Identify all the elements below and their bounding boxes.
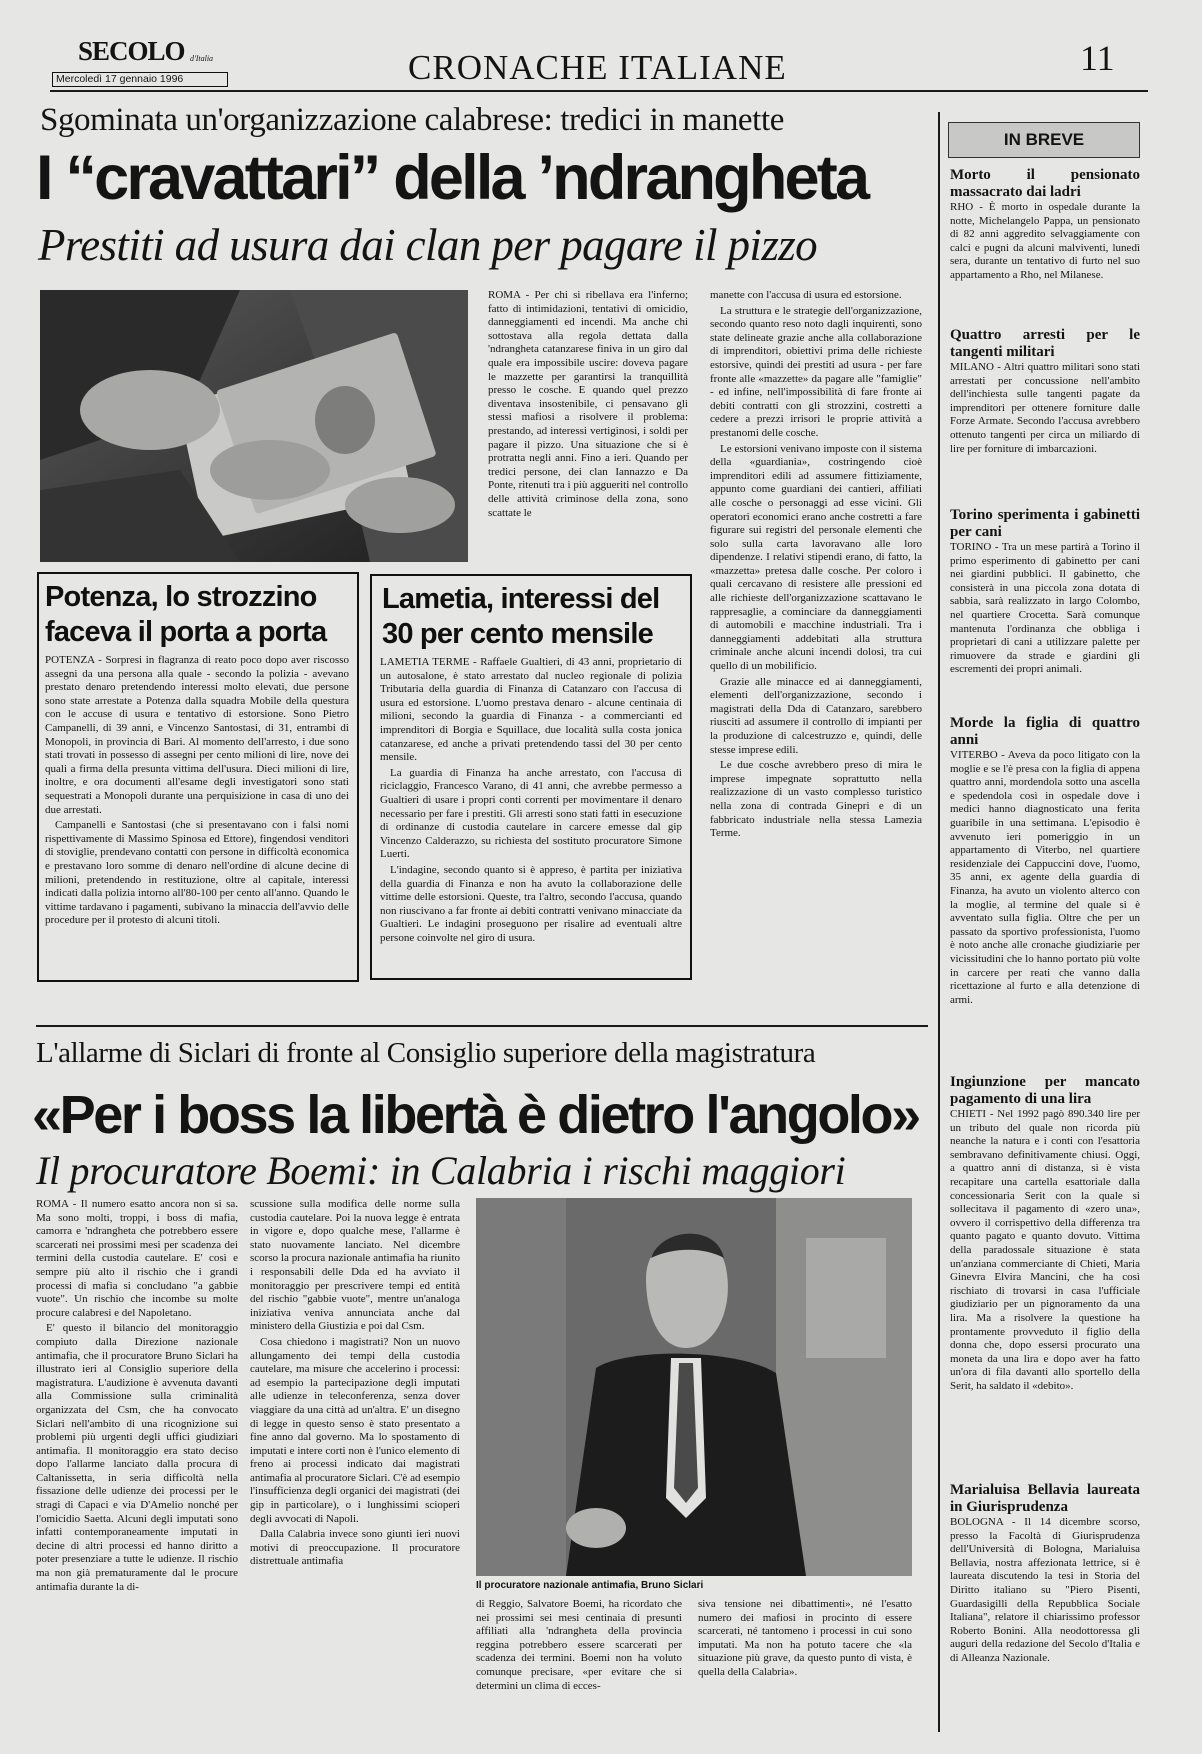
second-paragraph: ROMA - Il numero esatto ancora non si sa. Ma sono molti, troppi, i boss di mafia, camorra e 'ndrangheta che potrebbero essere scarcerati nei prossimi mesi per scadenza dei termini della custodia cautelare. E' così e sempre più alto il rischio che i grandi processi di mafia si concludano "a gabbie vuote". Un rischio che incombe su molte procure calabresi e del Napoletano. — [36, 1198, 238, 1319]
brief-headline: Torino sperimenta i gabinetti per cani — [950, 507, 1140, 540]
brief-headline: Morde la figlia di quattro anni — [950, 715, 1140, 748]
lametia-box — [370, 574, 692, 980]
in-breve-title: IN BREVE — [948, 122, 1140, 158]
logo: SECOLO — [78, 36, 185, 66]
main-paragraph: manette con l'accusa di usura ed estorsione. — [710, 289, 902, 301]
second-paragraph: Cosa chiedono i magistrati? Non un nuovo allungamento dei tempi della custodia cautelare, ma misure che accelerino i processi: ad esempio la partecipazione degli imputati alle udienze in teleconferenza, senza dover viaggiare da una città ad un'altra. E' un disegno di legge in questo senso è stato presentato a fine anno dal governo. Ma lo spostamento di imputati e intere corti non è l'unico elemento di freno ai processi indicato dai magistrati antimafia al procuratore Siclari. C'è ad esempio l'insufficienza degli organici dei magistrati (dei gip in particolare), o i lunghissimi scioperi degli avvocati di Napoli. — [250, 1335, 460, 1525]
lametia-headline: Lametia, interessi del 30 per cento mensile — [382, 583, 660, 650]
main-subhead: Prestiti ad usura dai clan per pagare il pizzo — [38, 220, 818, 270]
masthead — [50, 32, 1130, 92]
brief-item — [950, 1482, 1140, 1727]
brief-item — [950, 507, 1140, 715]
brief-text: BOLOGNA - Il 14 dicembre scorso, presso la Facoltà di Giurisprudenza dell'Università di Bologna, Marialuisa Bellavia, nostra affezionata lettrice, si è laureata discutendo la tesi in Storia del Diritto italiano su "Piero Pisenti, Guardasigilli della Repubblica Sociale Italiana", relatore il chiarissimo professor Roberto Bonini. Alla neodottoressa gli auguri della redazione del Secolo d'Italia e di Alleanza Nazionale. — [950, 1516, 1140, 1664]
lametia-paragraph: La guardia di Finanza ha anche arrestato, con l'accusa di riciclaggio, Francesco Varano, di 41 anni, che avrebbe permesso a Gualtieri di usare i propri conti correnti per movimentare il denaro necessario per fare i prestiti. Gli arresti sono stati fatti in esecuzione di ordinanze di custodia cautelare in carcere emesse dal gip Vincenzo Calderazzo, su richiesta del sostituto procuratore Simone Luerti. — [380, 766, 682, 861]
brief-text: TORINO - Tra un mese partirà a Torino il primo esperimento di gabinetto per cani nei giardini pubblici. Il gabinetto, che consisterà in una piccola zona dotata di sabbia, sarà realizzato in largo Colombo, nel quartiere Crocetta. Sarà comunque mantenuta l'ordinanza che obbliga i proprietari di cani a utilizzare palette per rimuovere da strade e giardini gli escrementi dei propri animali. — [950, 541, 1140, 676]
page-number: 11 — [1080, 38, 1115, 78]
second-paragraph: di Reggio, Salvatore Boemi, ha ricordato che nei prossimi sei mesi centinaia di presunti affiliati alla 'ndrangheta della provincia reggina potrebbero essere scarcerati per scadenza dei termini. Boemi non ha voluto comunque precisare, «per evitare che si determini un clima di ecces- — [476, 1598, 682, 1692]
second-story-column-4 — [698, 1598, 912, 1738]
brief-item — [950, 1074, 1140, 1474]
main-paragraph: La struttura e le strategie dell'organizzazione, secondo quanto reso noto dagli inquirenti, sono state delineate grazie anche alla collaborazione di imprenditori, obiettivi prima delle richieste estorsive, quindi dei prestiti ad usura - per fare fronte alle «mazzette» da pagare alle "famiglie" - ed infine, nell'impossibilità di fare fronte ai debiti contratti con gli strozzini, costretti a cedere a prezzi irrisori le proprie attività a prestanomi delle cosche. — [710, 304, 922, 439]
main-paragraph: Grazie alle minacce ed ai danneggiamenti, elementi dell'organizzazione, secondo i magistrati della Dda di Catanzaro, sarebbero riusciti ad assumere il controllo di impianti per la produzione di calcestruzzo e, quindi, delle stesse imprese edili. — [710, 675, 922, 756]
potenza-headline: Potenza, lo strozzino faceva il porta a porta — [45, 581, 327, 648]
brief-text: MILANO - Altri quattro militari sono stati arrestati per concussione nell'ambito dell'inchiesta sulle tangenti pagate da imprenditori per ottenere forniture dalle Forze Armate. Secondo l'accusa avrebbero ottenuto tangenti per circa un miliardo di lire per forniture di imbarcazioni. — [950, 361, 1140, 455]
logo-subtitle: d'Italia — [190, 54, 214, 63]
potenza-box — [37, 572, 359, 982]
lametia-paragraph: LAMETIA TERME - Raffaele Gualtieri, di 43 anni, proprietario di un autosalone, è stato arrestato dal nucleo regionale di polizia Tributaria della guardia di Finanza di Catanzaro con l'accusa di usura ed estorsione. L'uomo prestava denaro - alcune centinaia di milioni, secondo la guardia di Finanza - a commercianti ed imprenditori di Borgia e Squillace, due località sulla costa jonica catanzarese, ed anche a privati pretendendo tassi del 30 per cento mensile. — [380, 656, 682, 764]
potenza-paragraph: POTENZA - Sorpresi in flagranza di reato poco dopo aver riscosso assegni da una persona alla quale - secondo la polizia - avevano prestato denaro pretendendo interessi molto elevati, due persone sono state arrestate a Potenza dalla squadra Mobile della questura con le accuse di usura e tentativo di estorsione. Sono Pietro Campanelli, di 39 anni, e Vincenzo Santostasi, di 31, entrambi di Monopoli, in provincia di Bari. Al momento dell'arresto, i due sono stati trovati in possesso di assegni per cento milioni di lire, nove dei quali a firma della presunta vittima dell'usura. Dieci milioni di lire, inoltre, e ora documenti all'esame degli investigatori sono stati sequestrati a Monopoli durante una perquisizione in casa di uno dei due arrestati. — [45, 654, 349, 816]
brief-text: CHIETI - Nel 1992 pagò 890.340 lire per un tributo del quale non ricorda più neanche la natura e i conti con l'esattoria sembravano definitivamente chiusi. Oggi, a quattro anni di distanza, si è vista recapitare una cartella esattoriale dalla concessionaria Serit con la quale si sollecitava il pagamento di «zero una», ovvero il corrispettivo della differenza tra quanto pagato e quanto dovuto. Vittima della paradossale situazione è stata un'anziana commerciante di Chieti, Maria Ginevra Elvira Mancini, che ha così rischiato di trovarsi in casa l'ufficiale giudiziario per un pignoramento da una lira. Ma a risolvere la questione ha prontamente provveduto il figlio della donna che, dopo essersi procurato una moneta da una lira e dopo aver ha fatto un'ora di fila davanti allo sportello della Serit, ha saldato il «debito». — [950, 1108, 1140, 1392]
second-story-column-2 — [250, 1198, 460, 1728]
second-story-column-1 — [36, 1198, 238, 1728]
second-paragraph: E' questo il bilancio del monitoraggio compiuto dalla Direzione nazionale antimafia, che il procuratore Bruno Siclari ha illustrato ieri al Consiglio superiore della magistratura. L'audizione è avvenuta davanti alla Commissione sulla criminalità organizzata del Csm, che ha convocato Siclari nell'ambito di una ricognizione sui problemi più urgenti degli uffici giudiziari antimafia. Il monitoraggio era stato deciso dopo l'allarme lanciato dalla procura di Caltanissetta, in seria difficoltà nella fissazione delle udienze dei processi per le stragi di Capaci e via D'Amelio nonché per l'omicidio Saetta. Alcuni degli imputati sono infatti contemporaneamente imputati in decine di altri processi ed hanno diritto a poter presenziare a tutte le udienze. Il rischio ma non già prematuramente dal le procure antimafia durante la di- — [36, 1322, 238, 1593]
main-paragraph: ROMA - Per chi si ribellava era l'inferno; fatto di intimidazioni, tentativi di omicidio, danneggiamenti ed incendi. Ma anche chi sottostava alla regola dettata dalla 'ndrangheta catanzarese finiva in un giro dal quale era impossibile uscire: doveva pagare le mazzette per garantirsi la tranquillità presso le cosche. E quando quel prezzo diventava insostenibile, ci pensavano gli stessi mafiosi a risolvere il problema: prestando, ad interessi vertiginosi, i soldi per pagare il pizzo. Una situazione che si è protratta negli anni. Fino a ieri. Quando per tredici persone, dei clan Iannazzo e Da Ponte, ritenuti tra i più aggueriti nel controllo delle attività criminose della zona, sono scattate le — [488, 289, 688, 519]
main-kicker: Sgominata un'organizzazione calabrese: tredici in manette — [40, 102, 784, 138]
main-photo — [40, 290, 468, 562]
brief-headline: Ingiunzione per mancato pagamento di una lira — [950, 1074, 1140, 1107]
in-breve-sidebar — [938, 112, 1150, 1732]
brief-item — [950, 167, 1140, 327]
brief-item — [950, 327, 1140, 507]
banknotes-photo-illustration — [40, 290, 468, 562]
main-story-column-2 — [710, 289, 922, 991]
second-paragraph: Dalla Calabria invece sono giunti ieri nuovi motivi di preoccupazione. Il procuratore distrettuale antimafia — [250, 1528, 460, 1568]
second-subhead: Il procuratore Boemi: in Calabria i rischi maggiori — [36, 1148, 846, 1193]
section-rule — [36, 1025, 928, 1027]
second-paragraph: siva tensione nei dibattimenti», né l'esatto numero dei mafiosi in procinto di essere scarcerati, né tantomeno i processi in cui sono imputati. Ma non ha potuto tacere che «la situazione più grave, da questo punto di vista, è quella della Calabria». — [698, 1598, 912, 1678]
brief-headline: Quattro arresti per le tangenti militari — [950, 327, 1140, 360]
brief-text: RHO - È morto in ospedale durante la notte, Michelangelo Pappa, un pensionato di 82 anni aggredito selvaggiamente con calci e pugni da alcuni malviventi, lunedì sera, durante un tentativo di furto nel suo appartamento a Rho, nel Milanese. — [950, 201, 1140, 281]
main-paragraph: Le estorsioni venivano imposte con il sistema della «guardiania», costringendo cioè imprenditori edili ad assumere fittiziamente, appunto come guardiani dei cantieri, affiliati alle cosche o personaggi ad esse vicini. Gli operatori economici erano anche costretti a fare figurare sui registri del personale elementi che solo sulla carta lavoravano alle loro dipendenze. I relativi stipendi erano, di fatto, la «mazzetta» pretesa dalle cosche. Per coloro i quali cercavano di resistere alle pressioni ed alle richieste dell'organizzazione scattavano le rappresaglie, a cominciare da danneggiamenti di automobili e macchine industriali. Tra i danneggiamenti addebitati alla struttura criminale anche alcuni incendi dolosi, tra cui quello di un mobilificio. — [710, 442, 922, 673]
potenza-paragraph: Campanelli e Santostasi (che si presentavano con i falsi nomi rispettivamente di Massimo Spinosa ed Ettore), fingendosi venditori di stoviglie, prendevano contatti con persone in difficoltà economica e prestavano loro somme di denaro nell'ordine di alcune decine di milioni, pretendendo in restituzione, oltre al capitale, interessi indicati dalla polizia intorno all'80-100 per cento all'anno. Quando le vittime tardavano i pagamenti, subivano la minaccia dell'avvio delle procedure per il protesto di alcuni titoli. — [45, 819, 349, 927]
second-paragraph: scussione sulla modifica delle norme sulla custodia cautelare. Poi la nuova legge è entrata in vigore e, dopo qualche mese, l'allarme è stato nuovamente lanciato. Nel dicembre scorso la procura nazionale antimafia ha riunito i responsabili delle Dda ed ha avviato il monitoraggio per prescrivere tempi ed entità del rischio "gabbie vuote", mentre un'analoga iniziativa veniva annunciata anche dal ministero della Giustizia e poi dal Csm. — [250, 1198, 460, 1333]
main-headline: I “cravattari” della ’ndrangheta — [36, 143, 868, 213]
issue-date: Mercoledì 17 gennaio 1996 — [52, 72, 228, 87]
potenza-text — [45, 654, 349, 974]
section-title: CRONACHE ITALIANE — [408, 48, 787, 87]
main-story-column-1 — [488, 289, 688, 563]
lametia-paragraph: L'indagine, secondo quanto si è appreso, è partita per iniziativa della guardia di Finanza e non ha avuto la collaborazione delle vittime delle estorsioni. Queste, tra l'altro, secondo l'accusa, quando non riuscivano a far fronte ai debiti contratti venivano minacciate da Gualtieri. Le indagini proseguono per risalire ad eventuali altre persone coinvolte nel giro di usura. — [380, 863, 682, 944]
masthead-rule — [50, 90, 1148, 92]
brief-headline: Morto il pensionato massacrato dai ladri — [950, 167, 1140, 200]
portrait-photo-illustration — [476, 1198, 912, 1576]
brief-text: VITERBO - Aveva da poco litigato con la moglie e se l'è presa con la figlia di appena quattro anni, mordendola sotto una ascella e spedendola così in ospedale dove i medici hanno diagnosticato una ferita guaribile in una settimana. L'episodio è avvenuto ieri pomeriggio in un appartamento di Viterbo, nel quartiere residenziale dei Cappuccini dove, l'uomo, 35 anni, ex agente della guardia di Finanza, ha avuto un violento alterco con la moglie, al termine del quale si è avventato sulla figlia. Oltre che per un passato da sportivo professionista, l'uomo è noto anche alle cronache giudiziarie per vicissitudini che lo hanno portato più volte in carcere per reati che vanno dalla ricettazione al furto e alla detenzione di armi. — [950, 749, 1140, 1006]
main-paragraph: Le due cosche avrebbero preso di mira le imprese impegnate soprattutto nella realizzazione di un vasto complesso turistico nella zona di contrada Ginepri e di un fabbricato industriale nella stessa Lamezia Terme. — [710, 759, 922, 840]
lametia-text — [380, 656, 682, 972]
second-headline: «Per i boss la libertà è dietro l'angolo» — [32, 1085, 919, 1145]
second-kicker: L'allarme di Siclari di fronte al Consiglio superiore della magistratura — [36, 1037, 816, 1069]
photo-caption: Il procuratore nazionale antimafia, Bruno Siclari — [476, 1580, 704, 1591]
siclari-photo — [476, 1198, 912, 1576]
brief-headline: Marialuisa Bellavia laureata in Giurisprudenza — [950, 1482, 1140, 1515]
second-story-column-3 — [476, 1598, 682, 1738]
